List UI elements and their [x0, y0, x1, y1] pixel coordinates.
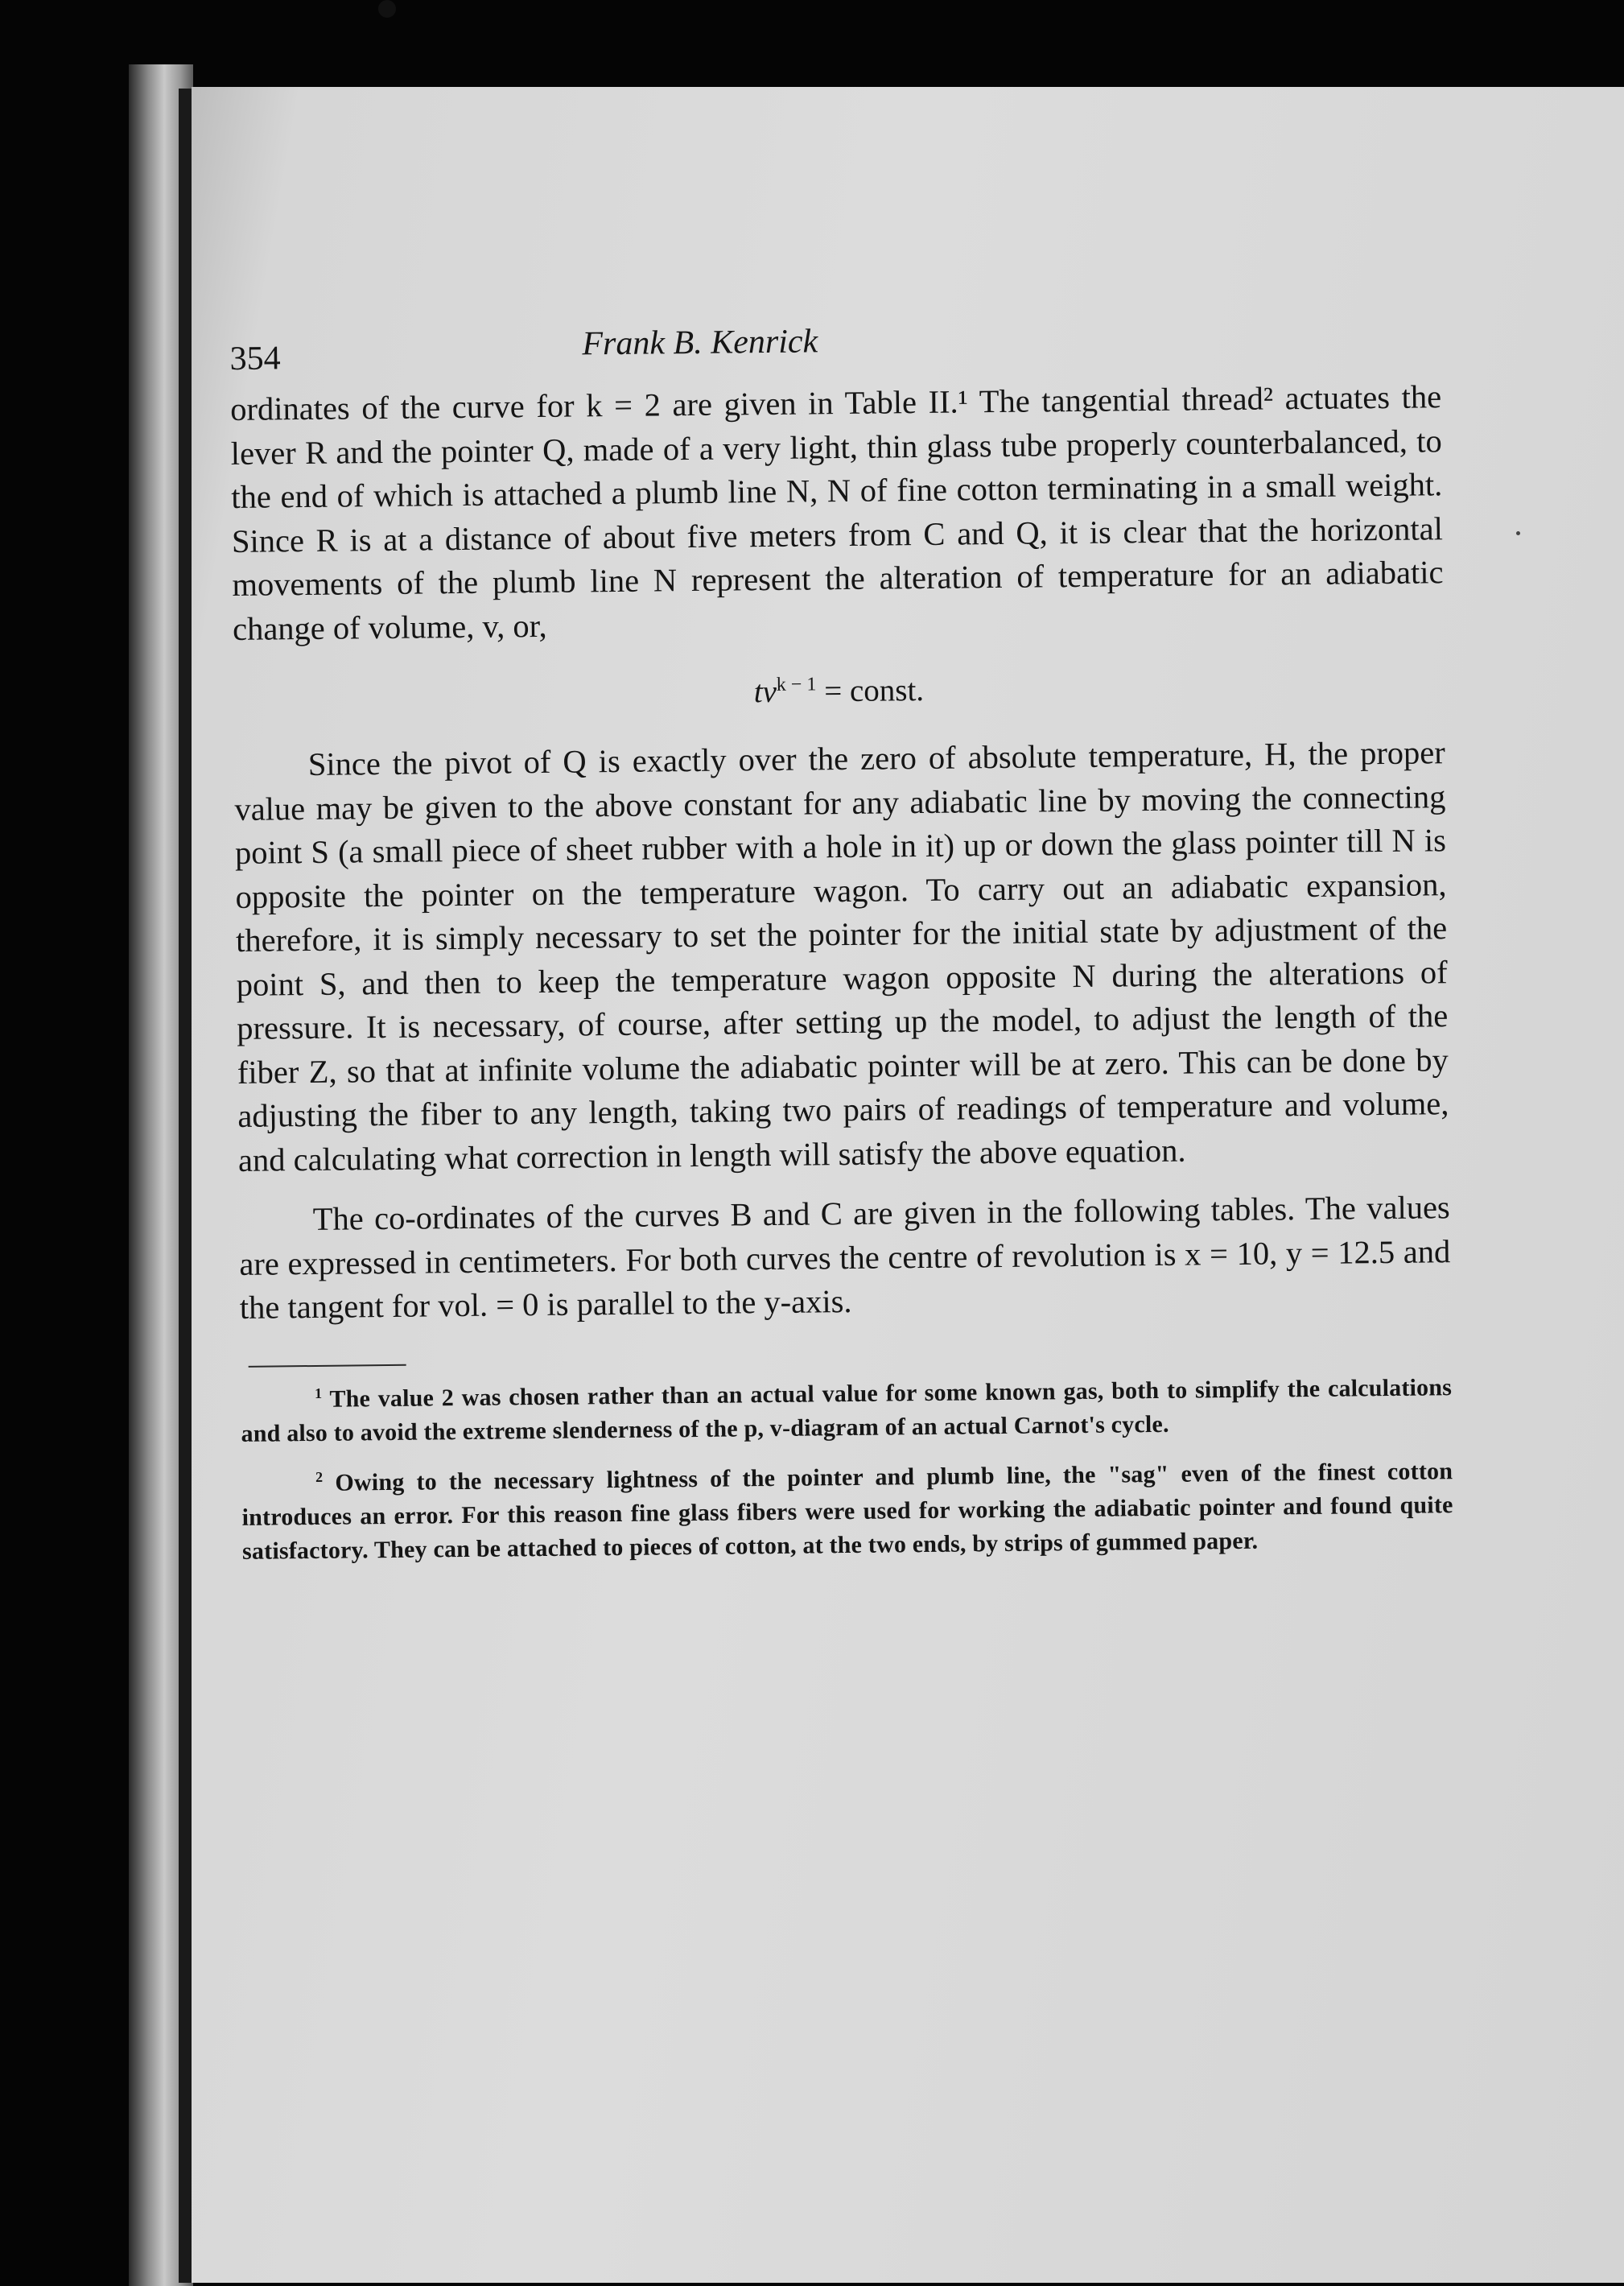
footnote-2 [241, 1448, 1453, 1569]
footnote-1-mark: 1 [314, 1384, 323, 1401]
footnote-rule [249, 1364, 406, 1367]
paragraph-1: ordinates of the curve for k = 2 are given in Table II.¹ The tangential thread² actuates the lever R and the pointer Q, made of a very light, thin glass tube properly counterbalanced, to the end of which is attached a plumb line N, N of fine cotton terminating in a small weight. Since R is at a distance of about five meters from C and Q, it is clear that the horizontal movements of the plumb line N represent the alteration of temperature for an adiabatic change of volume, v, or, [229, 378, 1444, 647]
equation [233, 656, 1445, 720]
film-speck [1516, 531, 1520, 535]
equation-rhs: = const. [816, 672, 925, 709]
equation-exponent: k − 1 [776, 674, 817, 695]
footnote-2-mark: 2 [315, 1468, 324, 1485]
page-content [229, 303, 1453, 1568]
film-speck [378, 0, 396, 18]
footnote-1-text: The value 2 was chosen rather than an actual value for some known gas, both to simplify the calculations and also to avoid the extreme slenderness of the p, v-diagram of an actual Carnot's cycle. [241, 1373, 1453, 1447]
footnote-1 [241, 1364, 1453, 1451]
paragraph-3: The co-ordinates of the curves B and C are given in the following tables. The values are expressed in centimeters. For both curves the centre of revolution is x = 10, y = 12.5 and the tangent for vol. = 0 is parallel to the y-axis. [239, 1189, 1451, 1326]
page-number: 354 [229, 340, 281, 378]
page-header [229, 303, 1441, 388]
paragraph-2: Since the pivot of Q is exactly over the zero of absolute temperature, H, the proper value may be given to the above constant for any adiabatic line by moving the connecting point S (a small piece of sheet rubber with a hole in it) up or down the glass pointer till N is opposite the pointer on the temperature wagon. To carry out an adiabatic expansion, therefore, it is simply necessary to set the pointer for the initial state by adjustment of the point S, and then to keep the temperature wagon opposite N during the alterations of pressure. It is necessary, of course, after setting up the model, to adjust the length of the fiber Z, so that at infinite volume the adiabatic pointer will be at zero. This can be done by adjusting the fiber to any length, taking two pairs of readings of temperature and volume, and calculating what correction in length will satisfy the above equation. [234, 734, 1449, 1178]
equation-lhs: tv [753, 674, 777, 710]
footnote-2-text: Owing to the necessary lightness of the pointer and plumb line, the "sag" even of the finest cotton introduces an error. For this reason fine glass fibers were used for working the adiabatic pointer and found quite satisfactory. They can be attached to pieces of cotton, at the two ends, by strips of gummed paper. [241, 1457, 1453, 1565]
running-head: Frank B. Kenrick [582, 323, 818, 363]
